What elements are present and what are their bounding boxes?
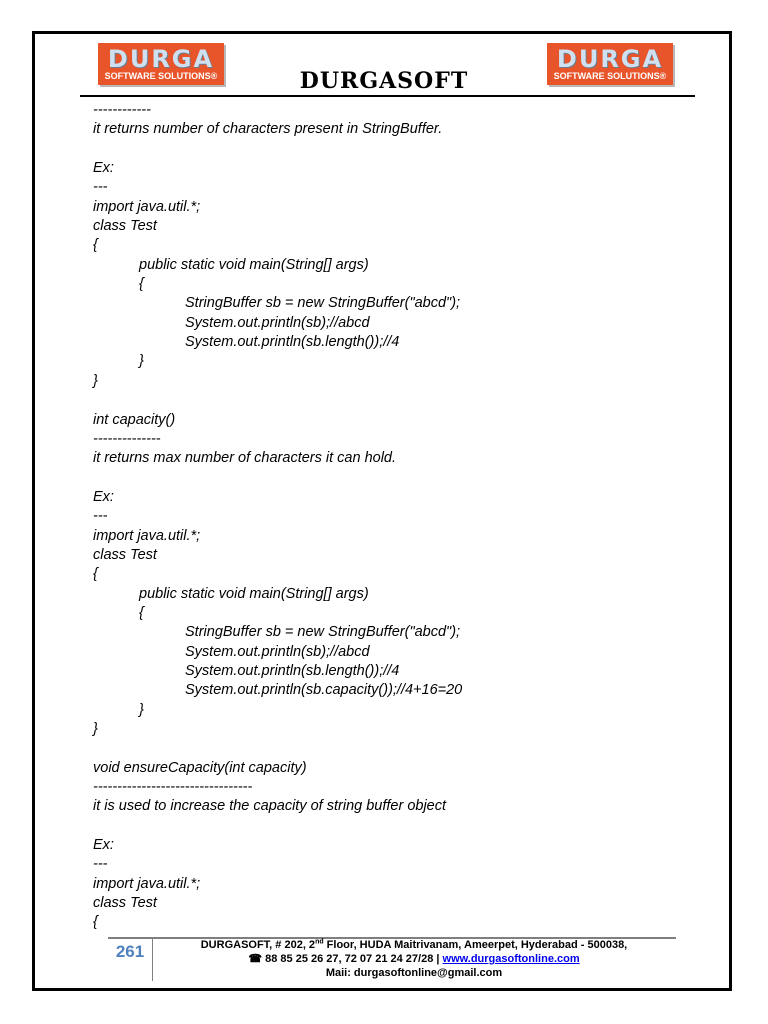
footer-address: DURGASOFT, # 202, 2nd Floor, HUDA Maitrivanam, Ameerpet, Hyderabad - 500038, xyxy=(200,938,628,951)
page-number: 261 xyxy=(108,939,153,981)
code-line xyxy=(93,817,693,836)
code-line: StringBuffer sb = new StringBuffer("abcd"); xyxy=(185,624,461,641)
code-line xyxy=(93,391,693,410)
page-header-title: DURGASOFT xyxy=(299,68,469,94)
code-line: class Test xyxy=(93,895,157,912)
website-link[interactable]: www.durgasoftonline.com xyxy=(442,953,580,965)
code-line: it returns max number of characters it can hold. xyxy=(93,450,397,467)
code-line: Ex: xyxy=(93,160,114,177)
code-line: class Test xyxy=(93,218,157,235)
code-line: --------------------------------- xyxy=(93,779,253,796)
telephone-icon: ☎ xyxy=(248,953,263,965)
footer-contact xyxy=(152,938,676,980)
footer-phones: ☎ 88 85 25 26 27, 72 07 21 24 27/28 | www.durgasoftonline.com xyxy=(248,953,580,965)
document-body xyxy=(93,101,693,933)
durga-logo-right xyxy=(547,43,673,85)
code-line: Ex: xyxy=(93,837,114,854)
code-line: Ex: xyxy=(93,488,114,505)
code-line: class Test xyxy=(93,546,157,563)
code-line: { xyxy=(93,566,98,583)
code-line: public static void main(String[] args) xyxy=(139,585,369,602)
code-line xyxy=(93,140,693,159)
code-line: it is used to increase the capacity of string buffer object xyxy=(93,798,447,815)
footer-mail: Maii: durgasoftonline@gmail.com xyxy=(325,967,503,979)
code-line xyxy=(93,469,693,488)
code-line: int capacity() xyxy=(93,411,176,428)
code-line: { xyxy=(93,914,98,931)
code-line: System.out.println(sb);//abcd xyxy=(185,314,370,331)
code-line: public static void main(String[] args) xyxy=(139,256,369,273)
code-line: it returns number of characters present in StringBuffer. xyxy=(93,121,443,138)
code-line: System.out.println(sb.length());//4 xyxy=(185,662,400,679)
code-line: import java.util.*; xyxy=(93,527,201,544)
code-line: } xyxy=(139,701,144,718)
code-line: --- xyxy=(93,856,108,873)
code-line: { xyxy=(139,604,144,621)
code-line: System.out.println(sb.length());//4 xyxy=(185,334,400,351)
logo-wordmark: DURGA xyxy=(107,44,215,73)
code-line: --- xyxy=(93,179,108,196)
header-rule xyxy=(80,95,695,97)
code-line: ------------ xyxy=(93,102,151,118)
code-line xyxy=(93,739,693,758)
code-line: void ensureCapacity(int capacity) xyxy=(93,759,307,776)
code-line: } xyxy=(93,721,98,737)
code-line: System.out.println(sb.capacity());//4+16=20 xyxy=(185,682,463,699)
logo-subtitle: SOFTWARE SOLUTIONS® xyxy=(104,70,218,81)
code-line: import java.util.*; xyxy=(93,875,201,892)
code-line: --- xyxy=(93,508,108,525)
code-line: StringBuffer sb = new StringBuffer("abcd"); xyxy=(185,295,461,312)
code-line: } xyxy=(93,372,98,389)
logo-wordmark: DURGA xyxy=(556,44,664,73)
code-line: System.out.println(sb);//abcd xyxy=(185,643,370,660)
code-line: -------------- xyxy=(93,430,161,447)
code-line: } xyxy=(139,353,144,370)
code-line: { xyxy=(139,276,144,293)
logo-subtitle: SOFTWARE SOLUTIONS® xyxy=(553,70,667,81)
code-line: import java.util.*; xyxy=(93,198,201,215)
code-line: { xyxy=(93,237,98,254)
